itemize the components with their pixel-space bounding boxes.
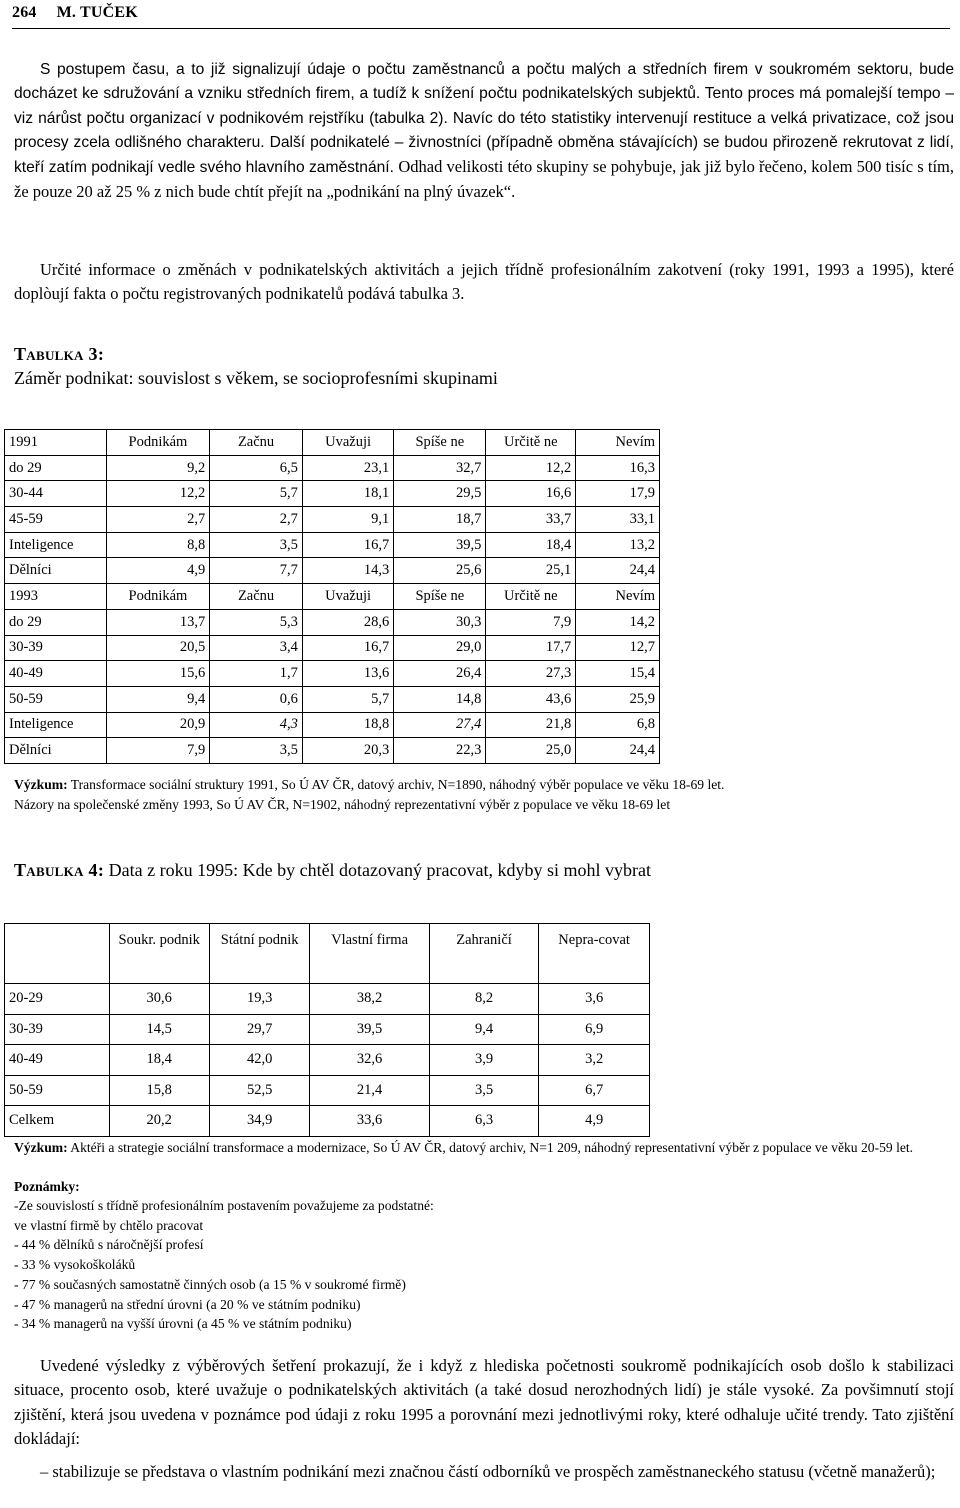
value-cell: 33,6 — [310, 1106, 429, 1137]
table3-column-header: Uvažuji — [302, 430, 393, 456]
value-cell: 2,7 — [106, 507, 210, 533]
row-label-cell: 30-44 — [5, 481, 107, 507]
value-cell: 5,7 — [302, 686, 393, 712]
value-cell: 30,6 — [109, 984, 209, 1015]
table-row — [5, 532, 660, 558]
table4-header-row — [5, 924, 650, 984]
table4-notes-label: Poznámky: — [14, 1179, 80, 1194]
intro-paragraph-2: Určité informace o změnách v podnikatelských aktivitách a jejich třídně profesionálním zakotvení (roky 1991, 1993 a 1995), které doplòují fakta o počtu registrovaných podnikatelů podává tabulka 3. — [14, 260, 954, 304]
value-cell: 18,7 — [394, 507, 486, 533]
table-row — [5, 455, 660, 481]
row-label-cell: Dělníci — [5, 738, 107, 764]
row-label-cell: Inteligence — [5, 532, 107, 558]
table3-column-header: Nevím — [576, 430, 660, 456]
table3-title: Záměr podnikat: souvislost s věkem, se socioprofesními skupinami — [14, 368, 498, 388]
value-cell: 12,2 — [486, 455, 576, 481]
row-label-cell: do 29 — [5, 609, 107, 635]
value-cell: 5,3 — [210, 609, 303, 635]
value-cell: 9,2 — [106, 455, 210, 481]
list-item: - 47 % managerů na střední úrovni (a 20 % ve státním podniku) — [14, 1296, 361, 1312]
value-cell: 0,6 — [210, 686, 303, 712]
list-item: - 77 % současných samostatně činných osob (a 15 % v soukromé firmě) — [14, 1276, 406, 1292]
value-cell: 3,5 — [429, 1075, 538, 1106]
value-cell: 15,6 — [106, 661, 210, 687]
list-item: - 44 % dělníků s náročnější profesí — [14, 1237, 204, 1253]
table-3 — [4, 429, 660, 764]
value-cell: 18,1 — [302, 481, 393, 507]
list-item: ve vlastní firmě by chtělo pracovat — [14, 1217, 204, 1233]
table4-source: Výzkum: Aktéři a strategie sociální transformace a modernizace, So Ú AV ČR, datový archiv, N=1 209, náhodný representativní výběr z populace ve věku 20-59 let. — [14, 1140, 914, 1155]
value-cell: 15,8 — [109, 1075, 209, 1106]
table3-column-header: Spíše ne — [394, 584, 486, 610]
table-row — [5, 984, 650, 1015]
table-4 — [4, 923, 650, 1137]
value-cell: 5,7 — [210, 481, 303, 507]
value-cell: 17,9 — [576, 481, 660, 507]
value-cell: 25,0 — [486, 738, 576, 764]
table3-column-header: Podnikám — [106, 430, 210, 456]
table-row — [5, 712, 660, 738]
table3-column-header: Určitě ne — [486, 430, 576, 456]
row-label-cell: Dělníci — [5, 558, 107, 584]
value-cell: 32,7 — [394, 455, 486, 481]
value-cell: 43,6 — [486, 686, 576, 712]
table3-header-row — [5, 430, 660, 456]
value-cell: 16,7 — [302, 635, 393, 661]
value-cell: 9,4 — [106, 686, 210, 712]
value-cell: 6,8 — [576, 712, 660, 738]
value-cell: 29,0 — [394, 635, 486, 661]
value-cell: 25,1 — [486, 558, 576, 584]
value-cell: 15,4 — [576, 661, 660, 687]
value-cell: 2,7 — [210, 507, 303, 533]
table4-column-header: Vlastní firma — [310, 924, 429, 984]
value-cell: 29,5 — [394, 481, 486, 507]
table3-label: Tabulka 3: — [14, 344, 105, 364]
table4-column-header: Nepra-covat — [539, 924, 650, 984]
value-cell: 4,9 — [539, 1106, 650, 1137]
value-cell: 27,4 — [394, 712, 486, 738]
value-cell: 4,3 — [210, 712, 303, 738]
table4-column-header: Zahraničí — [429, 924, 538, 984]
value-cell: 20,9 — [106, 712, 210, 738]
value-cell: 1,7 — [210, 661, 303, 687]
header-rule — [12, 28, 950, 29]
page-number: 264 — [12, 4, 37, 21]
value-cell: 26,4 — [394, 661, 486, 687]
value-cell: 9,4 — [429, 1014, 538, 1045]
row-label-cell: 50-59 — [5, 686, 107, 712]
value-cell: 17,7 — [486, 635, 576, 661]
running-head — [12, 4, 138, 22]
value-cell: 20,2 — [109, 1106, 209, 1137]
intro-p1-text: S postupem času, a to již signalizují údaje o počtu zaměstnanců a počtu malých a středních firem v soukromém sektoru, bude docházet ke sdružování a vzniku středních firem, a tudíž k snížení počtu podnikatelských subjektů. Tento proces má pomalejší tempo – viz nárůst počtu organizací v podnikovém rejstříku (tabulka 2). Navíc do této statistiky intervenují restituce a velká privatizace, což jsou procesy zcela odlišného charakteru. Další podnikatelé – živnostníci (případně obměna stávajících) se budou přirozeně rekrutovat z lidí, kteří zatím podnikají vedle svého hlavního zaměstnání. — [14, 61, 954, 177]
value-cell: 3,2 — [539, 1045, 650, 1076]
closing-paragraph: Uvedené výsledky z výběrových šetření prokazují, že i když z hlediska početnosti soukromě podnikajících osob došlo k stabilizaci situace, procento osob, které uvažuje o podnikatelských aktivitách (a také dosud nerozhodných lidí) je stále vysoké. Za povšimnutí stojí zjištění, která jsou uvedena v poznámce pod údaji z roku 1995 a porovnání mezi jednotlivými roky, které odhaluje učité trendy. Tato zjištění dokládají: — [14, 1356, 954, 1448]
table-row — [5, 1045, 650, 1076]
table-row — [5, 1014, 650, 1045]
table-row — [5, 1075, 650, 1106]
table-row — [5, 661, 660, 687]
value-cell: 27,3 — [486, 661, 576, 687]
value-cell: 18,8 — [302, 712, 393, 738]
intro-paragraph-1 — [14, 58, 954, 206]
row-label-cell: 50-59 — [5, 1075, 110, 1106]
table4-column-header — [5, 924, 110, 984]
author-name: M. TUČEK — [56, 4, 138, 21]
value-cell: 28,6 — [302, 609, 393, 635]
value-cell: 19,3 — [209, 984, 309, 1015]
value-cell: 23,1 — [302, 455, 393, 481]
table-row — [5, 558, 660, 584]
row-label-cell: 30-39 — [5, 635, 107, 661]
value-cell: 13,6 — [302, 661, 393, 687]
value-cell: 7,9 — [486, 609, 576, 635]
value-cell: 14,8 — [394, 686, 486, 712]
table3-column-header: Podnikám — [106, 584, 210, 610]
value-cell: 30,3 — [394, 609, 486, 635]
list-item: - 34 % managerů na vyšší úrovni (a 45 % ve státním podniku) — [14, 1316, 352, 1332]
value-cell: 39,5 — [394, 532, 486, 558]
value-cell: 3,9 — [429, 1045, 538, 1076]
value-cell: 20,5 — [106, 635, 210, 661]
value-cell: 24,4 — [576, 738, 660, 764]
table3-header-row — [5, 584, 660, 610]
value-cell: 8,8 — [106, 532, 210, 558]
table3-column-header: Spíše ne — [394, 430, 486, 456]
value-cell: 6,3 — [429, 1106, 538, 1137]
table-row — [5, 686, 660, 712]
list-item: - 33 % vysokoškoláků — [14, 1257, 136, 1273]
table4-column-header: Státní podnik — [209, 924, 309, 984]
value-cell: 3,4 — [210, 635, 303, 661]
row-label-cell: 45-59 — [5, 507, 107, 533]
value-cell: 20,3 — [302, 738, 393, 764]
row-label-cell: 30-39 — [5, 1014, 110, 1045]
row-label-cell: 20-29 — [5, 984, 110, 1015]
row-label-cell: 40-49 — [5, 661, 107, 687]
value-cell: 39,5 — [310, 1014, 429, 1045]
intro-p1-tail: Odhad velikosti této skupiny se pohybuje, jak již bylo řečeno, kolem 500 tisíc s tím, že pouze 20 až 25 % z nich bude chtít přejít na „podnikání na plný úvazek“. — [14, 157, 954, 202]
value-cell: 16,7 — [302, 532, 393, 558]
closing-dash-item: – stabilizuje se představa o vlastním podnikání mezi značnou částí odborníků ve prospěch zaměstnaneckého statusu (včetně manažerů); — [40, 1462, 936, 1481]
value-cell: 25,6 — [394, 558, 486, 584]
table4-heading: Tabulka 4: Data z roku 1995: Kde by chtěl dotazovaný pracovat, kdyby si mohl vybrat — [14, 860, 651, 880]
value-cell: 33,7 — [486, 507, 576, 533]
table3-column-header: Začnu — [210, 430, 303, 456]
row-label-cell: Inteligence — [5, 712, 107, 738]
value-cell: 16,3 — [576, 455, 660, 481]
value-cell: 21,4 — [310, 1075, 429, 1106]
value-cell: 14,3 — [302, 558, 393, 584]
table-row — [5, 635, 660, 661]
table3-column-header: Začnu — [210, 584, 303, 610]
value-cell: 3,5 — [210, 532, 303, 558]
value-cell: 38,2 — [310, 984, 429, 1015]
value-cell: 32,6 — [310, 1045, 429, 1076]
value-cell: 6,9 — [539, 1014, 650, 1045]
value-cell: 3,6 — [539, 984, 650, 1015]
row-label-cell: Celkem — [5, 1106, 110, 1137]
table3-column-header: Nevím — [576, 584, 660, 610]
value-cell: 42,0 — [209, 1045, 309, 1076]
value-cell: 21,8 — [486, 712, 576, 738]
value-cell: 18,4 — [486, 532, 576, 558]
value-cell: 4,9 — [106, 558, 210, 584]
value-cell: 14,2 — [576, 609, 660, 635]
value-cell: 33,1 — [576, 507, 660, 533]
value-cell: 22,3 — [394, 738, 486, 764]
value-cell: 9,1 — [302, 507, 393, 533]
value-cell: 29,7 — [209, 1014, 309, 1045]
row-label-cell: 40-49 — [5, 1045, 110, 1076]
table-row — [5, 481, 660, 507]
value-cell: 6,5 — [210, 455, 303, 481]
value-cell: 7,9 — [106, 738, 210, 764]
table3-column-header: Uvažuji — [302, 584, 393, 610]
value-cell: 3,5 — [210, 738, 303, 764]
value-cell: 7,7 — [210, 558, 303, 584]
value-cell: 12,2 — [106, 481, 210, 507]
table3-source: Výzkum: Transformace sociální struktury 1991, So Ú AV ČR, datový archiv, N=1890, náhodný výběr populace ve věku 18-69 let. Názory na společenské změny 1993, So Ú AV ČR, N=1902, náhodný reprezentativní výběr z populace ve věku 18-69 let — [14, 777, 725, 812]
value-cell: 52,5 — [209, 1075, 309, 1106]
table4-column-header: Soukr. podnik — [109, 924, 209, 984]
table3-year-cell: 1993 — [5, 584, 107, 610]
value-cell: 8,2 — [429, 984, 538, 1015]
row-label-cell: do 29 — [5, 455, 107, 481]
value-cell: 6,7 — [539, 1075, 650, 1106]
value-cell: 13,2 — [576, 532, 660, 558]
table4-notes — [14, 1196, 434, 1334]
value-cell: 14,5 — [109, 1014, 209, 1045]
value-cell: 16,6 — [486, 481, 576, 507]
value-cell: 13,7 — [106, 609, 210, 635]
list-item: -Ze souvislostí s třídně profesionálním postavením považujeme za podstatné: — [14, 1198, 434, 1213]
table-row — [5, 507, 660, 533]
table-row — [5, 1106, 650, 1137]
value-cell: 25,9 — [576, 686, 660, 712]
table-row — [5, 738, 660, 764]
value-cell: 24,4 — [576, 558, 660, 584]
table3-year-cell: 1991 — [5, 430, 107, 456]
table3-column-header: Určitě ne — [486, 584, 576, 610]
table-row — [5, 609, 660, 635]
value-cell: 12,7 — [576, 635, 660, 661]
value-cell: 18,4 — [109, 1045, 209, 1076]
value-cell: 34,9 — [209, 1106, 309, 1137]
